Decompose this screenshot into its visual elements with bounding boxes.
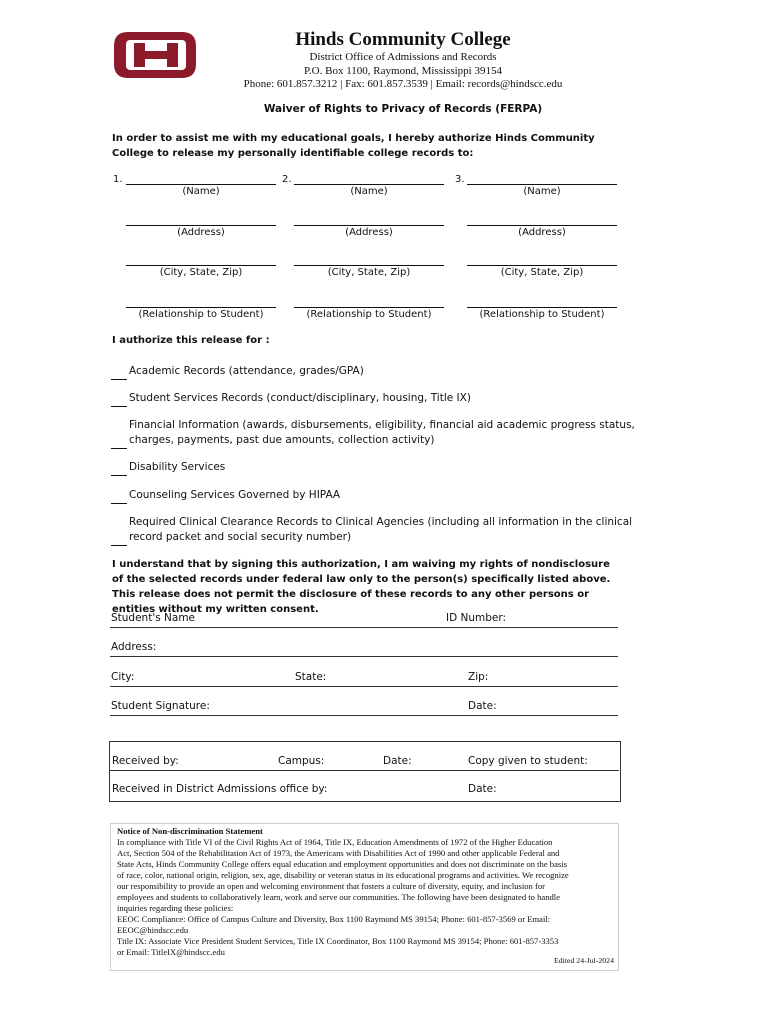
student-id-label: ID Number: [446, 612, 507, 624]
recipient-2-relationship-field[interactable] [294, 307, 444, 308]
notice-heading: Notice of Non-discrimination Statement [117, 826, 263, 836]
copy-given-label: Copy given to student: [468, 755, 588, 767]
student-signature-label: Student Signature: [111, 700, 210, 712]
office-date-label: Date: [383, 755, 412, 767]
district-date-label: Date: [468, 783, 497, 795]
notice-line: EEOC@hindscc.edu [117, 925, 189, 935]
notice-line: inquiries regarding these policies: [117, 903, 234, 913]
form-title: Waiver of Rights to Privacy of Records (FERPA) [263, 103, 543, 115]
office-use-divider [110, 770, 619, 771]
recipient-2-city-field[interactable] [294, 265, 444, 266]
received-by-label: Received by: [112, 755, 179, 767]
intro-text: In order to assist me with my educational goals, I hereby authorize Hinds Community College to release my personally identifiable college records to: [112, 133, 595, 159]
recipient-1-name-label: (Name) [182, 186, 220, 197]
option-disability-checkbox[interactable] [111, 460, 127, 476]
student-city-field[interactable] [110, 686, 618, 687]
option-clinical[interactable] [111, 530, 351, 546]
option-academic-label: Academic Records (attendance, grades/GPA) [129, 365, 364, 377]
office-contact: Phone: 601.857.3212 | Fax: 601.857.3539 | Email: records@hindscc.edu [243, 78, 563, 90]
student-city-label: City: [111, 671, 135, 683]
notice-line: of race, color, national origin, religion, sex, age, disability or veteran status in its educational programs and activities. We recognize [117, 870, 569, 880]
option-financial-label: charges, payments, past due amounts, collection activity) [129, 434, 435, 446]
recipient-3-city-label: (City, State, Zip) [500, 267, 584, 278]
recipient-3-relationship-label: (Relationship to Student) [479, 309, 605, 320]
option-counseling-checkbox[interactable] [111, 488, 127, 504]
recipient-3-name-field[interactable] [467, 184, 617, 185]
recipient-2-relationship-label: (Relationship to Student) [306, 309, 432, 320]
option-financial-checkbox[interactable] [111, 433, 127, 449]
recipient-2-number: 2. [282, 174, 292, 185]
option-financial[interactable] [111, 433, 435, 449]
college-name: Hinds Community College [295, 29, 511, 50]
option-student-services-checkbox[interactable] [111, 391, 127, 407]
recipient-2-city-label: (City, State, Zip) [327, 267, 411, 278]
office-name: District Office of Admissions and Records [309, 51, 497, 63]
recipient-3-address-label: (Address) [518, 227, 566, 238]
recipient-3-name-label: (Name) [523, 186, 561, 197]
recipient-2-address-field[interactable] [294, 225, 444, 226]
student-address-field[interactable] [110, 656, 618, 657]
recipient-1-city-label: (City, State, Zip) [159, 267, 243, 278]
option-clinical-line1: Required Clinical Clearance Records to Clinical Agencies (including all information in the clinical [129, 516, 633, 528]
student-name-label: Student's Name [111, 612, 196, 624]
edited-date: Edited 24-Jul-2024 [554, 956, 614, 965]
recipient-1-address-label: (Address) [177, 227, 225, 238]
option-financial-line1: Financial Information (awards, disbursements, eligibility, financial aid academic progress status, [129, 419, 635, 431]
student-date-label: Date: [468, 700, 497, 712]
recipient-1-name-field[interactable] [126, 184, 276, 185]
option-counseling[interactable] [111, 488, 340, 504]
recipient-1-address-field[interactable] [126, 225, 276, 226]
recipient-2-name-field[interactable] [294, 184, 444, 185]
recipient-1-city-field[interactable] [126, 265, 276, 266]
received-district-label: Received in District Admissions office by: [112, 783, 328, 795]
option-academic-checkbox[interactable] [111, 364, 127, 380]
campus-label: Campus: [278, 755, 325, 767]
notice-line: EEOC Compliance: Office of Campus Culture and Diversity, Box 1100 Raymond MS 39154; Phone: 601-857-3569 or Email: [117, 914, 551, 924]
option-academic[interactable] [111, 364, 364, 380]
recipient-1-relationship-field[interactable] [126, 307, 276, 308]
student-name-field[interactable] [110, 627, 618, 628]
notice-line: employees and students to collaboratively learn, work and serve our communities. The following have been designated to handle [117, 892, 561, 902]
option-counseling-label: Counseling Services Governed by HIPAA [129, 489, 341, 501]
notice-line: or Email: TitleIX@hindscc.edu [117, 947, 225, 957]
authorize-label: I authorize this release for : [112, 335, 270, 346]
recipient-1-number: 1. [113, 174, 123, 185]
notice-line: our responsibility to provide an open and welcoming environment that fosters a culture of diversity, equity, and inclusion for [117, 881, 545, 891]
recipient-3-relationship-field[interactable] [467, 307, 617, 308]
understand-statement: I understand that by signing this authorization, I am waiving my rights of nondisclosure of the selected records under federal law only to the person(s) specifically listed above. This release does not permit the disclosure of these records to any other persons or entities without my written consent. [112, 559, 611, 615]
notice-line: State Acts, Hinds Community College offers equal education and employment opportunities and does not discriminate on the basis [117, 859, 567, 869]
office-address: P.O. Box 1100, Raymond, Mississippi 39154 [304, 65, 502, 77]
student-zip-label: Zip: [468, 671, 489, 683]
notice-line: Act, Section 504 of the Rehabilitation Act of 1973, the Americans with Disabilities Act of 1990 and other applicable Federal and [117, 848, 560, 858]
option-clinical-label: record packet and social security number) [129, 531, 352, 543]
student-state-label: State: [295, 671, 327, 683]
option-clinical-checkbox[interactable] [111, 530, 127, 546]
recipient-3-number: 3. [455, 174, 465, 185]
notice-line: Title IX: Associate Vice President Student Services, Title IX Coordinator, Box 1100 Raymond MS 39154; Phone: 601-857-3353 [117, 936, 559, 946]
option-student-services-label: Student Services Records (conduct/disciplinary, housing, Title IX) [129, 392, 471, 404]
recipient-3-address-field[interactable] [467, 225, 617, 226]
student-address-label: Address: [111, 641, 157, 653]
notice-line: In compliance with Title VI of the Civil Rights Act of 1964, Title IX, Education Amendments of 1972 of the Higher Education [117, 837, 553, 847]
recipient-1-relationship-label: (Relationship to Student) [138, 309, 264, 320]
recipient-3-city-field[interactable] [467, 265, 617, 266]
recipient-2-name-label: (Name) [350, 186, 388, 197]
option-disability-label: Disability Services [129, 461, 226, 473]
option-disability[interactable] [111, 460, 225, 476]
recipient-2-address-label: (Address) [345, 227, 393, 238]
student-signature-field[interactable] [110, 715, 618, 716]
option-student-services[interactable] [111, 391, 471, 407]
